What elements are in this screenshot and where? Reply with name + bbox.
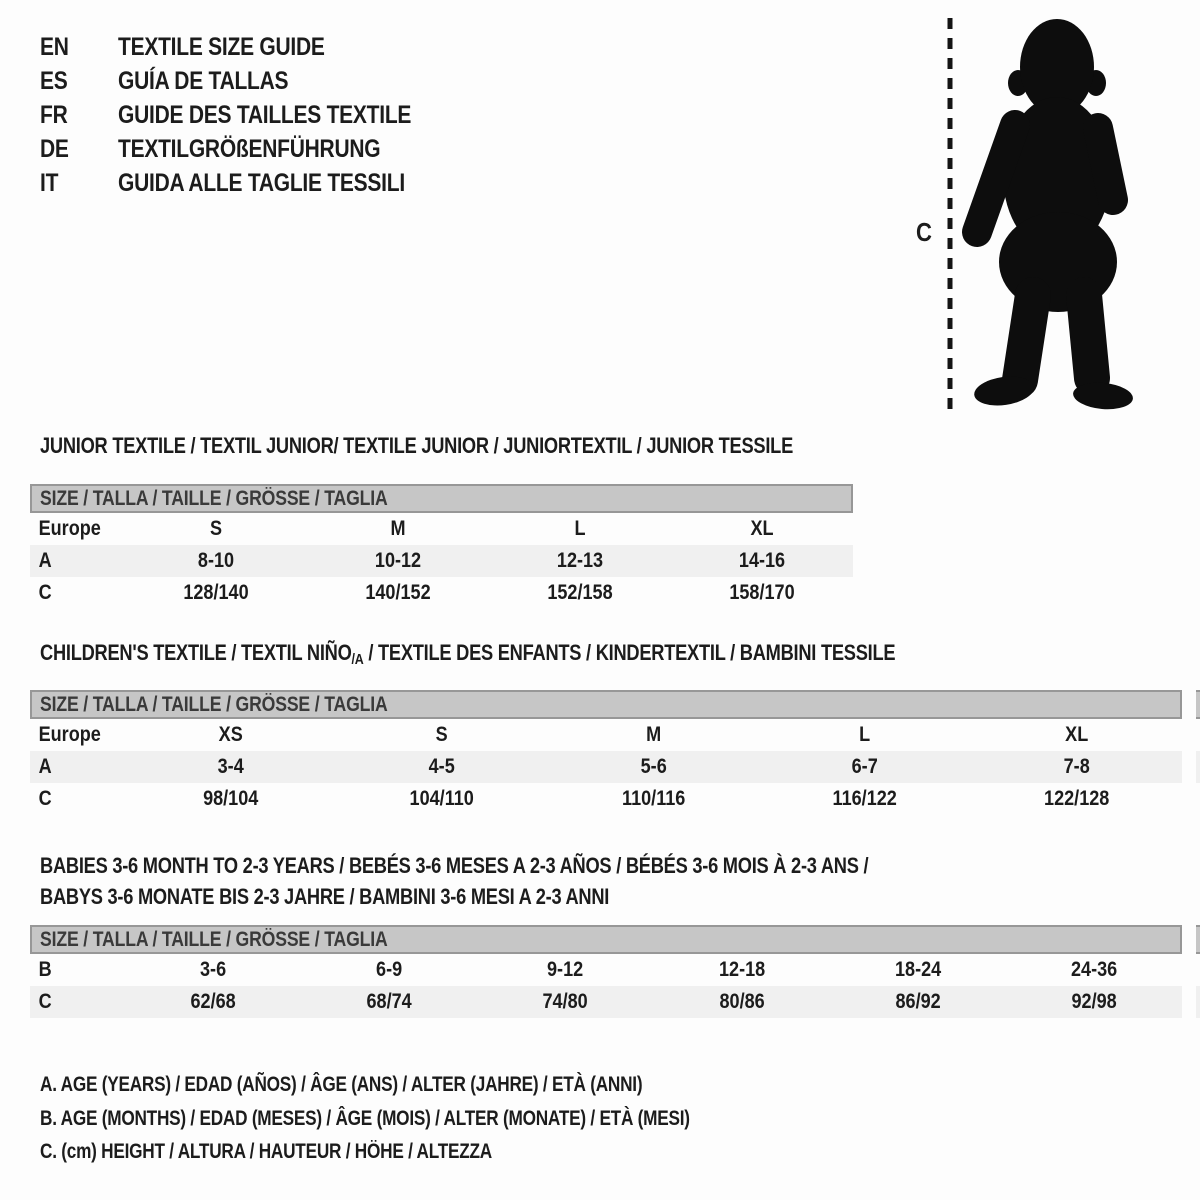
table-cell: 12-13 xyxy=(556,549,604,572)
table-row xyxy=(30,545,853,577)
language-row xyxy=(40,30,467,64)
table-cell: 74/80 xyxy=(542,990,589,1013)
legend-line-c: C. (cm) HEIGHT / ALTURA / HAUTEUR / HÖHE / ALTEZZA xyxy=(40,1140,492,1163)
table-cell: 3-6 xyxy=(200,958,227,981)
heading-line: BABYS 3-6 MONATE BIS 2-3 JAHRE / BAMBINI 3-6 MESI A 2-3 ANNI xyxy=(40,884,610,909)
row-label: B xyxy=(38,958,52,981)
table-cell: 122/128 xyxy=(1043,787,1109,810)
table-edge-fragment xyxy=(1196,986,1200,1018)
heading-text: / TEXTILE DES ENFANTS / KINDERTEXTIL / BAMBINI TESSILE xyxy=(363,640,896,665)
language-title: TEXTILGRÖßENFÜHRUNG xyxy=(118,135,381,163)
table-row xyxy=(30,986,1182,1018)
table-cell: S xyxy=(209,517,223,540)
row-label: Europe xyxy=(38,517,101,540)
language-row xyxy=(40,166,467,200)
language-code: DE xyxy=(40,135,69,163)
table-row xyxy=(30,513,853,545)
table-row xyxy=(30,751,1182,783)
table-cell: M xyxy=(390,517,406,540)
table-cell: L xyxy=(859,723,871,746)
table-cell: 62/68 xyxy=(190,990,236,1013)
row-label: A xyxy=(38,549,52,572)
language-code: FR xyxy=(40,101,68,129)
table-edge-fragment xyxy=(1196,690,1200,719)
legend-line-a: A. AGE (YEARS) / EDAD (AÑOS) / ÂGE (ANS) / ALTER (JAHRE) / ETÀ (ANNI) xyxy=(40,1073,643,1096)
table-cell: 5-6 xyxy=(640,755,667,778)
heading-subscript: /A xyxy=(351,651,364,668)
table-cell: 104/110 xyxy=(409,787,475,810)
children-section-heading xyxy=(40,639,895,673)
row-label: C xyxy=(38,990,52,1013)
language-row xyxy=(40,98,467,132)
language-code: EN xyxy=(40,33,69,61)
table-edge-fragment xyxy=(1196,925,1200,954)
measurement-figure xyxy=(900,10,1160,425)
table-cell: 8-10 xyxy=(197,549,235,572)
table-cell: 152/158 xyxy=(547,581,613,604)
table-cell: 10-12 xyxy=(374,549,422,572)
table-cell: 140/152 xyxy=(365,581,431,604)
language-title: TEXTILE SIZE GUIDE xyxy=(118,33,325,61)
figure-height-label: C xyxy=(916,217,932,247)
table-cell: 4-5 xyxy=(429,755,456,778)
table-cell: 98/104 xyxy=(203,787,259,810)
legend-line-b: B. AGE (MONTHS) / EDAD (MESES) / ÂGE (MOIS) / ALTER (MONATE) / ETÀ (MESI) xyxy=(40,1106,690,1130)
table-row xyxy=(30,783,1182,815)
children-size-table xyxy=(30,690,1182,815)
table-row xyxy=(30,719,1182,751)
table-cell: 9-12 xyxy=(547,958,584,981)
language-title: GUIDA ALLE TAGLIE TESSILI xyxy=(118,169,405,197)
size-header-label: SIZE / TALLA / TAILLE / GRÖSSE / TAGLIA xyxy=(40,693,388,716)
language-title: GUIDE DES TAILLES TEXTILE xyxy=(118,101,412,129)
table-cell: XL xyxy=(1064,723,1088,746)
row-label: C xyxy=(38,581,52,604)
table-cell: XL xyxy=(750,517,774,540)
language-row xyxy=(40,132,467,166)
table-cell: 158/170 xyxy=(729,581,795,604)
baby-silhouette-icon xyxy=(972,19,1134,412)
table-cell: 18-24 xyxy=(894,958,941,981)
table-cell: 6-7 xyxy=(851,755,878,778)
table-cell: 86/92 xyxy=(895,990,941,1013)
table-cell: 80/86 xyxy=(718,990,765,1013)
table-cell: S xyxy=(436,723,449,746)
table-edge-fragment xyxy=(1196,751,1200,783)
table-cell: 128/140 xyxy=(183,581,249,604)
table-cell: 92/98 xyxy=(1071,990,1117,1013)
size-header-bar xyxy=(30,484,853,513)
table-cell: 14-16 xyxy=(738,549,786,572)
legend xyxy=(40,1068,832,1169)
table-cell: XS xyxy=(218,723,243,746)
table-cell: 110/116 xyxy=(621,787,686,810)
size-header-bar xyxy=(30,690,1182,719)
table-row xyxy=(30,577,853,609)
heading-line: BABIES 3-6 MONTH TO 2-3 YEARS / BEBÉS 3-6 MESES A 2-3 AÑOS / BÉBÉS 3-6 MOIS À 2-3 ANS / xyxy=(40,853,869,878)
language-row xyxy=(40,64,467,98)
language-title-block xyxy=(40,30,467,200)
table-cell: 12-18 xyxy=(718,958,765,981)
language-code: ES xyxy=(40,67,68,95)
size-header-bar xyxy=(30,925,1182,954)
table-cell: 6-9 xyxy=(376,958,403,981)
size-header-label: SIZE / TALLA / TAILLE / GRÖSSE / TAGLIA xyxy=(40,487,388,510)
babies-section-heading xyxy=(40,850,868,912)
table-cell: M xyxy=(645,723,662,746)
row-label: Europe xyxy=(38,723,101,746)
table-cell: 3-4 xyxy=(217,755,244,778)
table-cell: 24-36 xyxy=(1070,958,1118,981)
babies-size-table xyxy=(30,925,1182,1018)
junior-size-table xyxy=(30,484,853,609)
table-row xyxy=(30,954,1182,986)
language-code: IT xyxy=(40,169,59,197)
row-label: C xyxy=(38,787,52,810)
junior-section-heading: JUNIOR TEXTILE / TEXTIL JUNIOR/ TEXTILE JUNIOR / JUNIORTEXTIL / JUNIOR TESSILE xyxy=(40,433,794,458)
table-cell: L xyxy=(574,517,586,540)
table-cell: 68/74 xyxy=(366,990,412,1013)
table-cell: 116/122 xyxy=(832,787,898,810)
size-header-label: SIZE / TALLA / TAILLE / GRÖSSE / TAGLIA xyxy=(40,928,388,951)
language-title: GUÍA DE TALLAS xyxy=(118,67,289,95)
table-cell: 7-8 xyxy=(1063,755,1090,778)
heading-text: CHILDREN'S TEXTILE / TEXTIL NIÑO xyxy=(40,640,352,665)
row-label: A xyxy=(38,755,52,778)
